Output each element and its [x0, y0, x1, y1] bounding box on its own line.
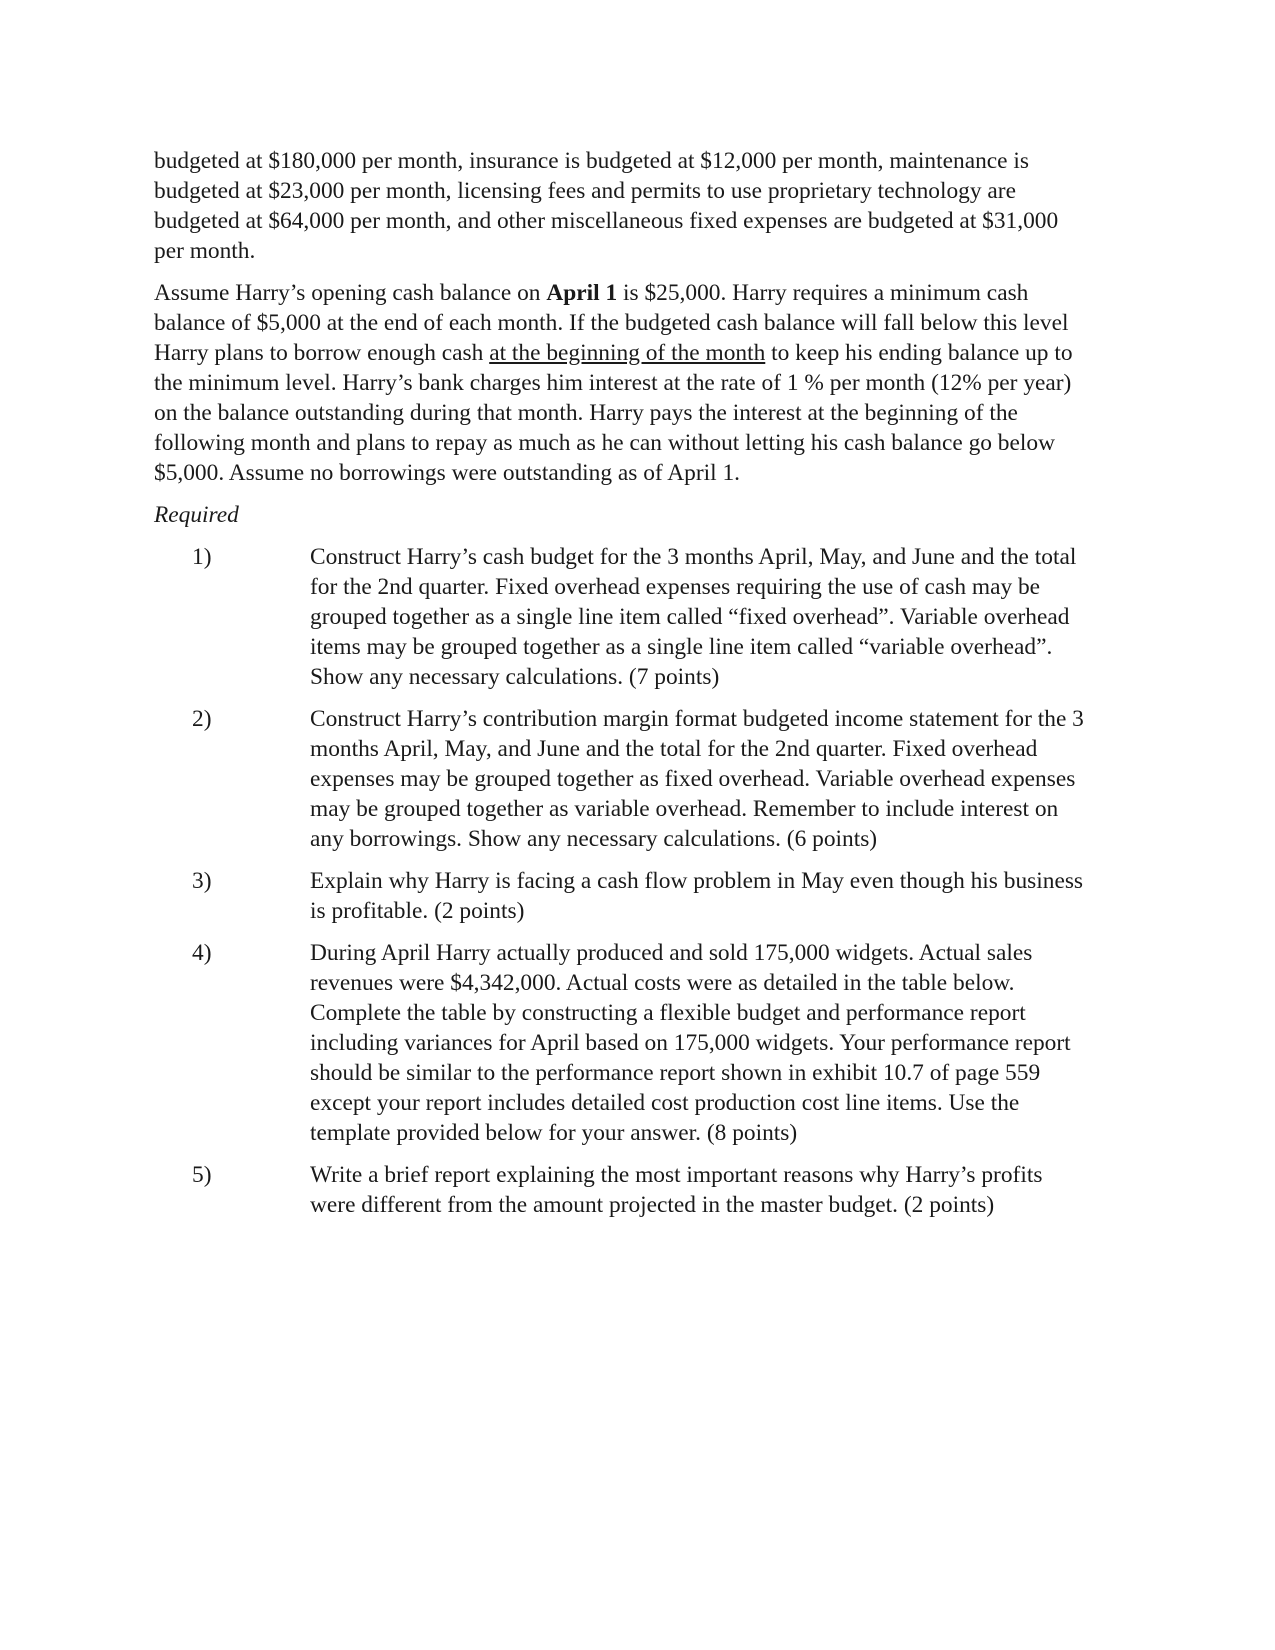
item-number: 4) — [192, 940, 212, 966]
paragraph-fixed-expenses: budgeted at $180,000 per month, insurance is budgeted at $12,000 per month, maintenance is budgeted at $23,000 per month, licensing fees and permits to use proprietary technology are budgeted at $64,000 per month, and other miscellaneous fixed expenses are budgeted at $31,000 per month. — [154, 148, 1059, 264]
required-heading: Required — [154, 502, 239, 528]
item-number: 3) — [192, 868, 212, 894]
item-text: Construct Harry’s cash budget for the 3 months April, May, and June and the total for the 2nd quarter. Fixed overhead expenses requiring the use of cash may be grouped together as a single line item called “fixed overhead”. Variable overhead items may be grouped together as a single line item called “variable overhead”. Show any necessary calculations. (7 points) — [310, 544, 1077, 690]
beginning-of-month-underline: at the beginning of the month — [489, 340, 766, 366]
document-page — [154, 146, 1089, 1260]
required-item-5 — [154, 1160, 1089, 1248]
required-item-2 — [154, 704, 1089, 854]
paragraph-cash-balance-part2: is $25,000. Harry requires a minimum cash balance of $5,000 at the end of each month. If the budgeted cash balance will fall below this level Harry plans to borrow enough cash — [154, 280, 1069, 366]
item-number: 5) — [192, 1162, 212, 1188]
item-number: 2) — [192, 706, 212, 732]
required-item-1 — [154, 542, 1089, 692]
paragraph-cash-balance-part1: Assume Harry’s opening cash balance on — [154, 280, 547, 306]
required-item-4 — [154, 938, 1089, 1148]
item-text: During April Harry actually produced and sold 175,000 widgets. Actual sales revenues were $4,342,000. Actual costs were as detailed in the table below. Complete the table by constructing a flexible budget and performance report including variances for April based on 175,000 widgets. Your performance report should be similar to the performance report shown in exhibit 10.7 of page 559 except your report includes detailed cost production cost line items. Use the template provided below for your answer. (8 points) — [310, 940, 1071, 1146]
paragraph-cash-balance-part3: to keep his ending balance up to the minimum level. Harry’s bank charges him interest at the rate of 1 % per month (12% per year) on the balance outstanding during that month. Harry pays the interest at the beginning of the following month and plans to repay as much as he can without letting his cash balance go below $5,000. Assume no borrowings were outstanding as of April 1. — [154, 340, 1073, 486]
april-1-bold: April 1 — [546, 280, 618, 306]
item-text: Construct Harry’s contribution margin format budgeted income statement for the 3 months April, May, and June and the total for the 2nd quarter. Fixed overhead expenses may be grouped together as fixed overhead. Variable overhead expenses may be grouped together as variable overhead. Remember to include interest on any borrowings. Show any necessary calculations. (6 points) — [310, 706, 1084, 852]
required-item-3 — [154, 866, 1089, 926]
item-text: Explain why Harry is facing a cash flow problem in May even though his business is profitable. (2 points) — [310, 868, 1084, 924]
item-text: Write a brief report explaining the most important reasons why Harry’s profits were different from the amount projected in the master budget. (2 points) — [310, 1162, 1043, 1218]
item-number: 1) — [192, 544, 212, 570]
paragraph-cash-balance — [154, 278, 1089, 488]
